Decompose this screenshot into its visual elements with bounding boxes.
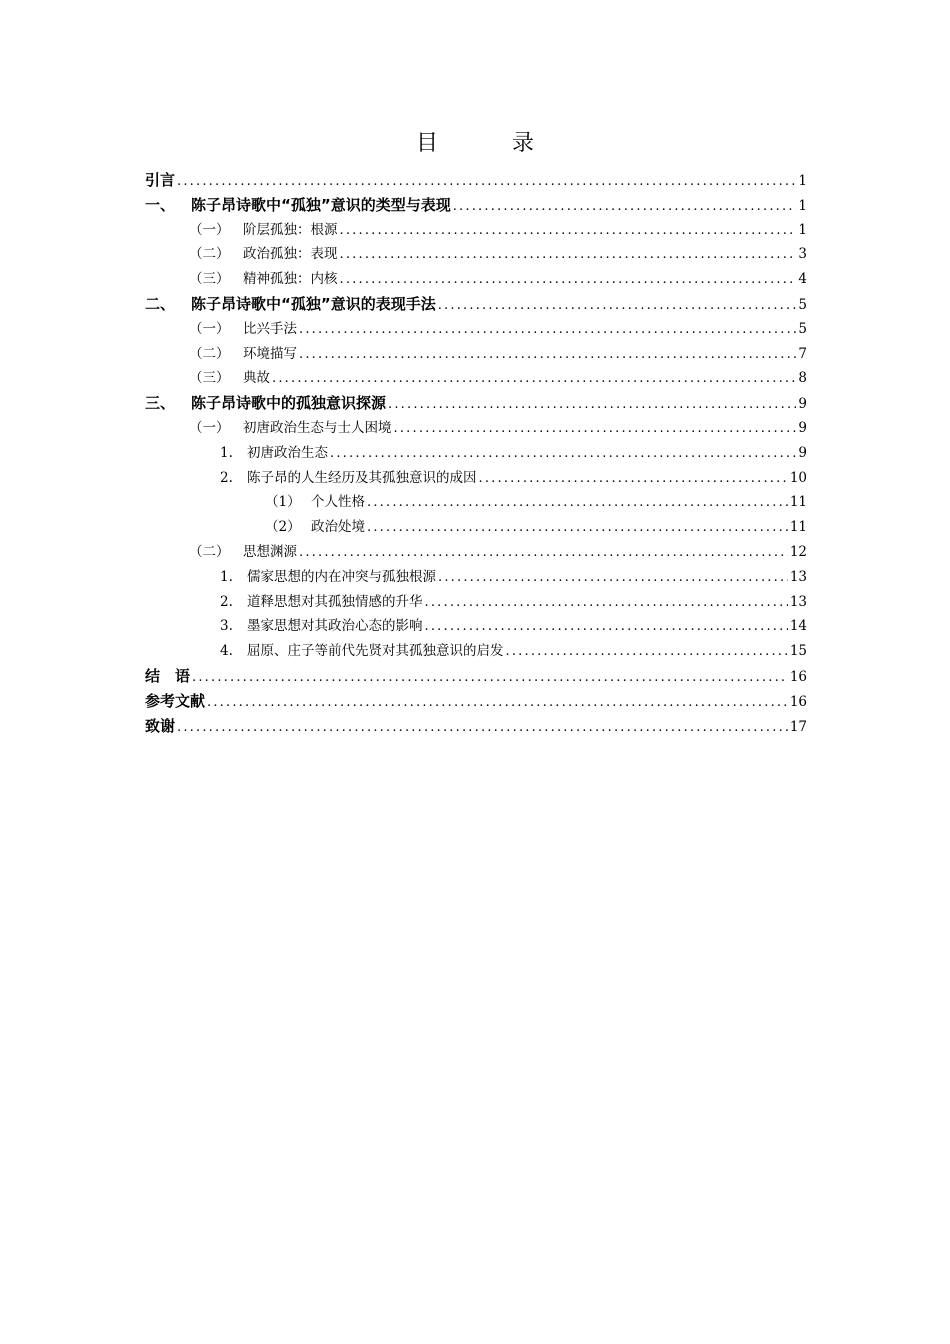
toc-entry-page-number: 7 [798, 345, 807, 362]
toc-entry-label: 陈子昂诗歌中“孤独”意识的表现手法 [191, 294, 436, 313]
dot-leader [330, 442, 796, 466]
toc-entry-number: 1. [220, 568, 233, 585]
toc-entry[interactable] [145, 490, 807, 515]
toc-entry-number: 4. [220, 643, 233, 660]
toc-entry-label: 屈原、庄子等前代先贤对其孤独意识的启发 [247, 643, 504, 660]
toc-entry-label: 墨家思想对其政治心态的影响 [247, 618, 423, 635]
dot-leader [388, 393, 796, 416]
dot-leader [425, 615, 788, 639]
toc-entry[interactable] [145, 441, 807, 466]
toc-entry-label: 政治孤独：表现 [243, 246, 338, 263]
toc-entry-label: 道释思想对其孤独情感的升华 [247, 593, 423, 610]
toc-entry-page-number: 1 [798, 173, 807, 189]
dot-leader [340, 243, 797, 267]
dot-leader [207, 691, 788, 714]
toc-entry-page-number: 4 [798, 271, 807, 288]
toc-entry-label: 陈子昂的人生经历及其孤独意识的成因 [247, 469, 477, 486]
toc-entry[interactable] [145, 466, 807, 491]
toc-entry[interactable] [145, 689, 807, 714]
toc-entry[interactable] [145, 540, 807, 565]
toc-entry-page-number: 5 [798, 320, 807, 337]
dot-leader [438, 294, 797, 317]
toc-entry-label: 比兴手法 [243, 320, 297, 337]
toc-entry-number: （1） [265, 494, 301, 511]
toc-entry-label: 结 语 [145, 666, 191, 685]
toc-entry-number: 2. [220, 593, 233, 610]
toc-entry[interactable] [145, 391, 807, 416]
toc-entry-label: 陈子昂诗歌中的孤独意识探源 [191, 394, 387, 413]
dot-leader [192, 666, 788, 689]
toc-entry-label: 初唐政治生态 [247, 444, 328, 461]
toc-entry-page-number: 9 [798, 396, 807, 413]
toc-entry-label: 参考文献 [145, 691, 206, 710]
toc-entry-label: 个人性格 [311, 494, 365, 511]
toc-entry-page-number: 13 [789, 593, 807, 610]
toc-entry[interactable] [145, 416, 807, 441]
toc-entry-page-number: 17 [789, 718, 807, 735]
toc-entry-page-number: 9 [798, 419, 807, 436]
toc-entry-label: 精神孤独：内核 [243, 271, 338, 288]
toc-entry[interactable] [145, 342, 807, 367]
toc-entry-label: 儒家思想的内在冲突与孤独根源 [247, 568, 436, 585]
dot-leader [425, 591, 788, 615]
toc-entry-page-number: 11 [789, 519, 807, 536]
toc-entry[interactable] [145, 714, 807, 739]
toc-entry-label: 政治处境 [311, 519, 365, 536]
toc-entry-page-number: 12 [789, 543, 807, 560]
dot-leader [506, 640, 788, 664]
toc-entry[interactable] [145, 292, 807, 317]
toc-entry-page-number: 3 [798, 246, 807, 263]
toc-entry-number: （二） [189, 543, 230, 560]
toc-entry-number: 2. [220, 469, 233, 486]
toc-entry-page-number: 13 [789, 568, 807, 585]
toc-entry-page-number: 16 [789, 668, 807, 685]
toc-entry-page-number: 11 [789, 494, 807, 511]
toc-entry-number: （三） [189, 370, 230, 387]
toc-entry[interactable] [145, 317, 807, 342]
toc-entry[interactable] [145, 267, 807, 292]
toc-entry-number: 二、 [145, 294, 176, 313]
dot-leader [453, 195, 797, 218]
toc-entry-number: （一） [189, 221, 230, 238]
toc-entry-label: 阶层孤独：根源 [243, 221, 338, 238]
toc-entry-number: （一） [189, 320, 230, 337]
toc-entry-label: 初唐政治生态与士人困境 [243, 419, 392, 436]
toc-title: 目 录 [415, 131, 560, 156]
toc-entry-page-number: 8 [798, 370, 807, 387]
toc-entry-number: （一） [189, 419, 230, 436]
dot-leader [299, 318, 796, 342]
toc-entry-number: 3. [220, 618, 233, 635]
dot-leader [272, 367, 796, 391]
toc-entry[interactable] [145, 193, 807, 218]
toc-entry-label: 陈子昂诗歌中“孤独”意识的类型与表现 [191, 195, 451, 214]
dot-leader [479, 467, 788, 491]
toc-entry-page-number: 15 [789, 643, 807, 660]
toc-entry-page-number: 1 [798, 221, 807, 238]
dot-leader [367, 491, 788, 515]
toc-entry-number: 三、 [145, 394, 176, 413]
dot-leader [367, 516, 788, 540]
dot-leader [438, 566, 788, 590]
toc-entry-number: （2） [265, 519, 301, 536]
toc-entry[interactable] [145, 242, 807, 267]
toc-entry-label: 引言 [145, 171, 176, 189]
dot-leader [394, 417, 797, 441]
dot-leader [340, 219, 797, 243]
toc-entry-label: 致谢 [145, 716, 176, 735]
toc-entry-label: 典故 [243, 370, 270, 387]
toc-entry[interactable] [145, 168, 807, 193]
dot-leader [340, 268, 797, 292]
toc-entry-number: （二） [189, 246, 230, 263]
toc-entry-page-number: 5 [798, 296, 807, 313]
toc-entry[interactable] [145, 590, 807, 615]
toc-entry-number: （三） [189, 271, 230, 288]
toc-entry[interactable] [145, 366, 807, 391]
toc-entry-label: 思想渊源 [243, 543, 297, 560]
toc-entry-page-number: 14 [789, 618, 807, 635]
table-of-contents [145, 168, 807, 738]
dot-leader [177, 170, 796, 193]
toc-entry-number: 一、 [145, 195, 176, 214]
toc-entry[interactable] [145, 639, 807, 664]
toc-entry[interactable] [145, 565, 807, 590]
toc-entry[interactable] [145, 218, 807, 243]
dot-leader [177, 716, 788, 739]
toc-entry[interactable] [145, 614, 807, 639]
toc-entry[interactable] [145, 515, 807, 540]
toc-entry-page-number: 1 [798, 197, 807, 214]
toc-entry[interactable] [145, 664, 807, 689]
toc-entry-number: （二） [189, 345, 230, 362]
dot-leader [299, 541, 788, 565]
toc-entry-page-number: 16 [789, 693, 807, 710]
toc-entry-number: 1. [220, 444, 233, 461]
toc-entry-page-number: 10 [789, 469, 807, 486]
toc-entry-label: 环境描写 [243, 345, 297, 362]
toc-entry-page-number: 9 [798, 444, 807, 461]
dot-leader [299, 343, 796, 367]
